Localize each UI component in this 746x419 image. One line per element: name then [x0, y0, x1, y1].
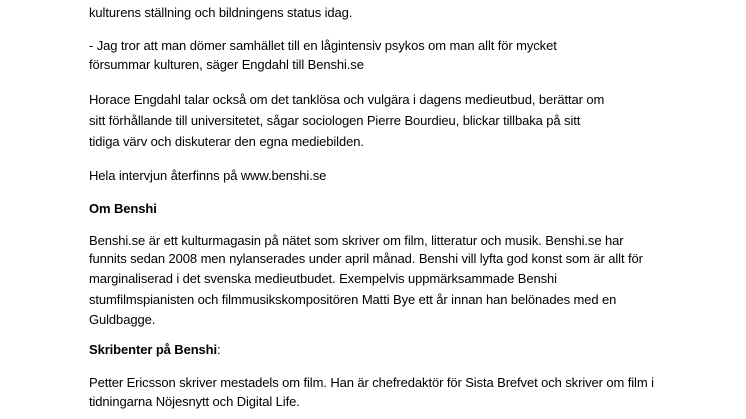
intro-line-1: kulturens ställning och bildningens status idag.: [89, 5, 353, 20]
writers-line-2: tidningarna Nöjesnytt och Digital Life.: [89, 394, 300, 409]
writers-heading-line: [89, 342, 221, 357]
link-note-line: Hela intervjun återfinns på www.benshi.se: [89, 168, 327, 183]
about-line-4: stumfilmspianisten och filmmusikskompositören Matti Bye ett år innan han belönades med en: [89, 292, 617, 307]
summary-line-3: tidiga värv och diskuterar den egna mediebilden.: [89, 134, 364, 149]
writers-line-1: Petter Ericsson skriver mestadels om film. Han är chefredaktör för Sista Brefvet och skriver om film i: [89, 375, 654, 390]
writers-heading: Skribenter på Benshi: [89, 342, 218, 357]
quote-line-2: försummar kulturen, säger Engdahl till Benshi.se: [89, 57, 364, 72]
writers-heading-colon: :: [217, 342, 221, 357]
summary-line-1: Horace Engdahl talar också om det tanklösa och vulgära i dagens medieutbud, berättar om: [89, 92, 605, 107]
about-heading: Om Benshi: [89, 201, 157, 216]
about-line-1: Benshi.se är ett kulturmagasin på nätet som skriver om film, litteratur och musik. Benshi.se har: [89, 233, 624, 248]
about-line-5: Guldbagge.: [89, 312, 156, 327]
about-line-3: marginaliserad i det svenska medieutbudet. Exempelvis uppmärksammade Benshi: [89, 271, 557, 286]
summary-line-2: sitt förhållande till universitetet, sågar sociologen Pierre Bourdieu, blickar tillbaka på sitt: [89, 113, 581, 128]
about-line-2: funnits sedan 2008 men nylanserades under april månad. Benshi vill lyfta god konst som är allt för: [89, 251, 643, 266]
quote-line-1: - Jag tror att man dömer samhället till en lågintensiv psykos om man allt för mycket: [89, 38, 557, 53]
